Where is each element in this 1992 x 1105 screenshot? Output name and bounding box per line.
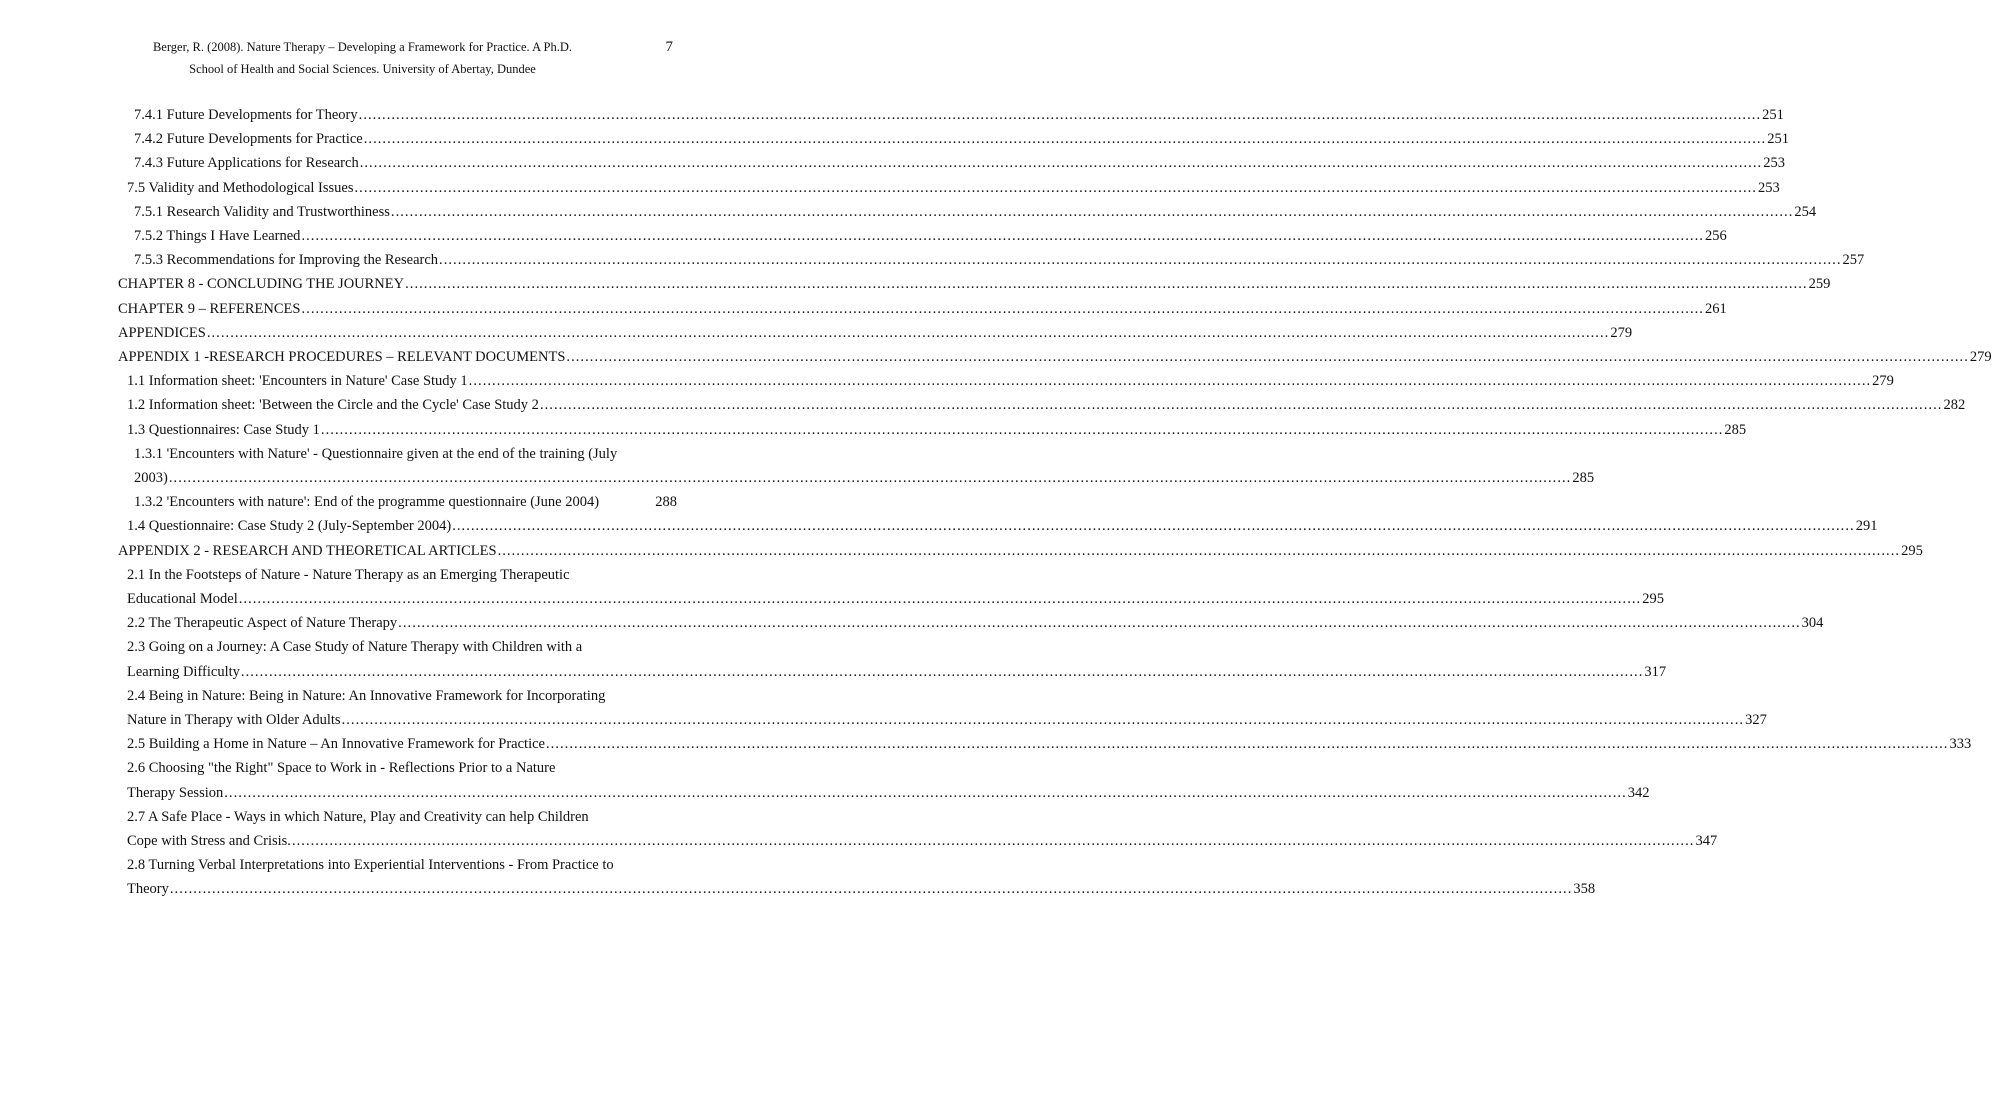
toc-entry-title: 7.5 Validity and Methodological Issues — [127, 179, 354, 196]
toc-entry-title: 1.3 Questionnaires: Case Study 1 — [127, 421, 320, 438]
toc-page-number: 257 — [1842, 252, 1865, 269]
toc-entry — [127, 781, 1650, 805]
toc-entry — [127, 514, 1878, 538]
toc-entry-title: Cope with Stress and Crisis. — [127, 832, 291, 849]
toc-entry — [134, 490, 677, 514]
toc-entry — [127, 660, 1667, 684]
toc-leader-dots: ............................................................................................................................................................................................................................................................................................................ — [405, 276, 1808, 293]
toc-page-number: 285 — [1724, 421, 1747, 438]
toc-page-number: 253 — [1757, 179, 1780, 196]
toc-leader-dots: ............................................................................................................................................................................................................................................................................................................ — [354, 179, 1757, 196]
toc-leader-dots: ............................................................................................................................................................................................................................................................................................................ — [452, 518, 1855, 535]
toc-page-number: 279 — [1872, 373, 1894, 390]
toc-leader-dots: ............................................................................................................................................................................................................................................................................................................ — [341, 711, 1745, 728]
toc-entry-line: 2.1 In the Footsteps of Nature - Nature Therapy as an Emerging Therapeutic — [127, 566, 570, 583]
toc-page-number: 285 — [1572, 469, 1595, 486]
toc-leader-dots: ............................................................................................................................................................................................................................................................................................................ — [359, 155, 1763, 172]
toc-entry — [127, 708, 1767, 732]
toc-page-number: 254 — [1794, 203, 1817, 220]
toc-entry-title: 1.2 Information sheet: 'Between the Circle and the Cycle' Case Study 2 — [127, 397, 539, 414]
toc-page-number: 333 — [1949, 736, 1972, 753]
toc-entry-title: Therapy Session — [127, 784, 224, 801]
toc-entry — [134, 103, 1784, 127]
toc-leader-dots: ............................................................................................................................................................................................................................................................................................................ — [439, 252, 1842, 269]
toc-page-number: 304 — [1801, 615, 1824, 632]
toc-leader-dots: ............................................................................................................................................................................................................................................................................................................ — [358, 106, 1762, 123]
toc-entry-title: 2.2 The Therapeutic Aspect of Nature Therapy — [127, 615, 398, 632]
toc-leader-dots: ............................................................................................................................................................................................................................................................................................................ — [240, 663, 1644, 680]
toc-entry-line: 2.4 Being in Nature: Being in Nature: An Innovative Framework for Incorporating — [127, 687, 606, 704]
toc-entry — [127, 418, 1747, 442]
toc-page-number: 279 — [1610, 324, 1633, 341]
toc-entry — [134, 224, 1727, 248]
toc-leader-dots: ............................................................................................................................................................................................................................................................................................................ — [291, 832, 1695, 849]
toc-entry-title: 7.4.1 Future Developments for Theory — [134, 106, 358, 123]
toc-entry-line: 2.8 Turning Verbal Interpretations into Experiential Interventions - From Practice to — [127, 857, 614, 874]
toc-page-number: 288 — [655, 494, 677, 511]
toc-entry — [127, 611, 1824, 635]
toc-entry — [134, 466, 1595, 490]
toc-entry-title: APPENDIX 1 -RESEARCH PROCEDURES – RELEVANT DOCUMENTS — [118, 348, 566, 365]
toc-entry-title: Theory — [127, 881, 169, 898]
toc-entry-title: 7.5.2 Things I Have Learned — [134, 227, 301, 244]
toc-entry-title: 7.4.3 Future Applications for Research — [134, 155, 359, 172]
toc-entry-title: 1.3.2 'Encounters with nature': End of the programme questionnaire (June 2004) — [134, 494, 600, 511]
toc-leader-dots: ............................................................................................................................................................................................................................................................................................................ — [320, 421, 1724, 438]
toc-leader-dots: ............................................................................................................................................................................................................................................................................................................ — [363, 131, 1767, 148]
toc-entry — [118, 345, 1992, 369]
toc-page-number: 327 — [1745, 711, 1767, 728]
toc-entry — [134, 127, 1789, 151]
page-header — [0, 36, 761, 80]
toc-entry — [127, 732, 1972, 756]
toc-entry — [127, 369, 1894, 393]
toc-entry — [134, 151, 1785, 175]
toc-entry — [127, 877, 1596, 901]
toc-leader-dots: ............................................................................................................................................................................................................................................................................................................ — [301, 300, 1704, 317]
toc-page-number: 251 — [1762, 106, 1784, 123]
toc-leader-dots: ............................................................................................................................................................................................................................................................................................................ — [238, 590, 1642, 607]
toc-entry — [127, 393, 1966, 417]
toc-page-number: 253 — [1763, 155, 1785, 172]
toc-page-number: 295 — [1642, 590, 1664, 607]
toc-leader-dots: ............................................................................................................................................................................................................................................................................................................ — [169, 881, 1573, 898]
toc-entry-title: 7.4.2 Future Developments for Practice — [134, 131, 363, 148]
toc-entry-title: 2.5 Building a Home in Nature – An Innovative Framework for Practice — [127, 736, 545, 753]
toc-entry-line: 2.6 Choosing "the Right" Space to Work in - Reflections Prior to a Nature — [127, 760, 556, 777]
toc-entry — [134, 200, 1817, 224]
toc-entry-title: 2003) — [134, 469, 168, 486]
toc-page-number: 347 — [1695, 832, 1718, 849]
toc-leader-dots: ............................................................................................................................................................................................................................................................................................................ — [206, 324, 1610, 341]
toc-entry — [118, 297, 1727, 321]
page-number: 7 — [665, 39, 673, 55]
toc-entry-title: Learning Difficulty — [127, 663, 240, 680]
toc-leader-dots: ............................................................................................................................................................................................................................................................................................................ — [224, 784, 1627, 801]
toc-entry-line: 1.3.1 'Encounters with Nature' - Questionnaire given at the end of the training (July — [134, 445, 618, 462]
toc-leader-dots: ............................................................................................................................................................................................................................................................................................................ — [301, 227, 1704, 244]
toc-entry — [118, 539, 1923, 563]
toc-entry-title: 7.5.3 Recommendations for Improving the Research — [134, 252, 439, 269]
toc-page-number: 342 — [1627, 784, 1650, 801]
toc-leader-dots: ............................................................................................................................................................................................................................................................................................................ — [497, 542, 1901, 559]
toc-entry-title: CHAPTER 8 - CONCLUDING THE JOURNEY — [118, 276, 405, 293]
toc-entry — [127, 587, 1664, 611]
toc-leader-dots: ............................................................................................................................................................................................................................................................................................................ — [468, 373, 1872, 390]
toc-entry-title: 1.1 Information sheet: 'Encounters in Nature' Case Study 1 — [127, 373, 468, 390]
toc-entry-title: APPENDIX 2 - RESEARCH AND THEORETICAL ARTICLES — [118, 542, 497, 559]
toc-page-number: 251 — [1767, 131, 1789, 148]
toc-leader-dots: ............................................................................................................................................................................................................................................................................................................ — [539, 397, 1943, 414]
toc-entry-line: 2.3 Going on a Journey: A Case Study of Nature Therapy with Children with a — [127, 639, 583, 656]
toc-entry-title: 1.4 Questionnaire: Case Study 2 (July-September 2004) — [127, 518, 452, 535]
toc-entry-title: Educational Model — [127, 590, 238, 607]
toc-entry — [127, 829, 1718, 853]
toc-page-number: 259 — [1808, 276, 1831, 293]
toc-entry — [118, 321, 1633, 345]
toc-page-number: 291 — [1855, 518, 1878, 535]
toc-page-number: 295 — [1901, 542, 1923, 559]
toc-entry-line: 2.7 A Safe Place - Ways in which Nature, Play and Creativity can help Children — [127, 808, 589, 825]
toc-leader-dots: ............................................................................................................................................................................................................................................................................................................ — [545, 736, 1949, 753]
toc-entry — [134, 248, 1865, 272]
header-institution: School of Health and Social Sciences. University of Abertay, Dundee — [189, 62, 536, 76]
toc-entry-title: 7.5.1 Research Validity and Trustworthiness — [134, 203, 390, 220]
toc-page-number: 317 — [1644, 663, 1667, 680]
toc-entry-title: APPENDICES — [118, 324, 206, 341]
toc-leader-dots: ............................................................................................................................................................................................................................................................................................................ — [390, 203, 1794, 220]
toc-leader-dots: ............................................................................................................................................................................................................................................................................................................ — [398, 615, 1801, 632]
toc-entry-title: CHAPTER 9 – REFERENCES — [118, 300, 301, 317]
toc-page-number: 358 — [1573, 881, 1596, 898]
toc-page-number: 261 — [1704, 300, 1727, 317]
toc-leader-dots: ............................................................................................................................................................................................................................................................................................................ — [168, 469, 1572, 486]
toc-leader-dots: ............................................................................................................................................................................................................................................................................................................ — [566, 348, 1969, 365]
header-citation: Berger, R. (2008). Nature Therapy – Developing a Framework for Practice. A Ph.D. — [152, 40, 573, 54]
toc-page-number: 256 — [1704, 227, 1727, 244]
toc-entry — [127, 176, 1780, 200]
toc-page-number: 279 — [1969, 348, 1992, 365]
toc-page-number: 282 — [1943, 397, 1966, 414]
toc-entry — [118, 272, 1831, 296]
toc-entry-title: Nature in Therapy with Older Adults — [127, 711, 341, 728]
